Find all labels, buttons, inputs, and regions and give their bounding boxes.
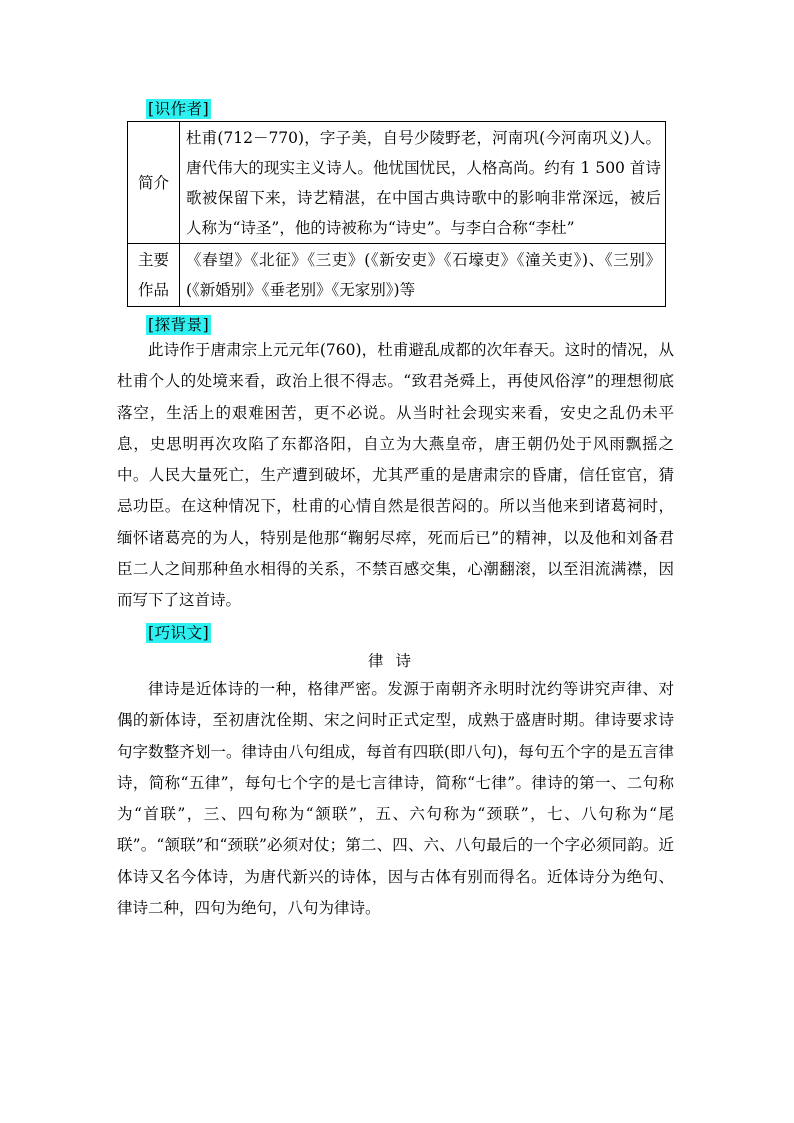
section-tag-knowledge-text: 巧识文 [154, 624, 203, 642]
intro-content-cell [180, 122, 666, 244]
section-tag-author-text: 识作者 [154, 100, 203, 118]
section-tag-knowledge: [巧识文] [148, 624, 210, 642]
knowledge-title: 律诗 [367, 652, 423, 670]
table-row-intro [128, 122, 666, 244]
works-label-cell [128, 244, 180, 307]
section-tag-background: [探背景] [148, 316, 210, 334]
section-tag-author: [识作者] [148, 100, 210, 118]
works-content-cell [180, 244, 666, 307]
works-label-line-1: 主要 [137, 251, 169, 269]
intro-label: 简介 [137, 173, 169, 192]
intro-label-cell [128, 122, 180, 244]
author-info-table [127, 121, 666, 307]
table-row-works [128, 244, 666, 307]
works-text: 《春望》《北征》《三吏》(《新安吏》《石壕吏》《潼关吏》)、《三别》(《新婚别》《垂老别》《无家别》)等 [186, 251, 661, 299]
background-paragraph: 此诗作于唐肃宗上元元年(760)，杜甫避乱成都的次年春天。这时的情况，从杜甫个人的处境来看，政治上很不得志。“致君尧舜上，再使风俗淳”的理想彻底落空，生活上的艰难困苦，更不必说。从当时社会现实来看，安史之乱仍未平息，史思明再次攻陷了东都洛阳，自立为大燕皇帝，唐王朝仍处于风雨飘摇之中。人民大量死亡，生产遭到破坏，尤其严重的是唐肃宗的昏庸，信任宦官，猜忌功臣。在这种情况下，杜甫的心情自然是很苦闷的。所以当他来到诸葛祠时，缅怀诸葛亮的为人，特别是他那“鞠躬尽瘁，死而后已”的精神，以及他和刘备君臣二人之间那种鱼水相得的关系，不禁百感交集，心潮翻滚，以至泪流满襟，因而写下了这首诗。 [117, 341, 674, 610]
section-tag-background-text: 探背景 [154, 316, 203, 334]
knowledge-paragraph: 律诗是近体诗的一种，格律严密。发源于南朝齐永明时沈约等讲究声律、对偶的新体诗，至初唐沈佺期、宋之问时正式定型，成熟于盛唐时期。律诗要求诗句字数整齐划一。律诗由八句组成，每首有四联(即八句)，每句五个字的是五言律诗，简称“五律”，每句七个字的是七言律诗，简称“七律”。律诗的第一、二句称为“首联”，三、四句称为“颔联”，五、六句称为“颈联”，七、八句称为“尾联”。“颔联”和“颈联”必须对仗；第二、四、六、八句最后的一个字必须同韵。近体诗又名今体诗，为唐代新兴的诗体，因与古体有别而得名。近体诗分为绝句、律诗二种，四句为绝句，八句为律诗。 [117, 680, 674, 918]
intro-text: 杜甫(712－770)，字子美，自号少陵野老，河南巩(今河南巩义)人。唐代伟大的现实主义诗人。他忧国忧民，人格高尚。约有 1 500 首诗歌被保留下来，诗艺精湛，在中国古典诗歌中的影响非常深远，被后人称为“诗圣”，他的诗被称为“诗史”。与李白合称“李杜” [186, 128, 661, 237]
works-label-line-2: 作品 [137, 281, 169, 299]
